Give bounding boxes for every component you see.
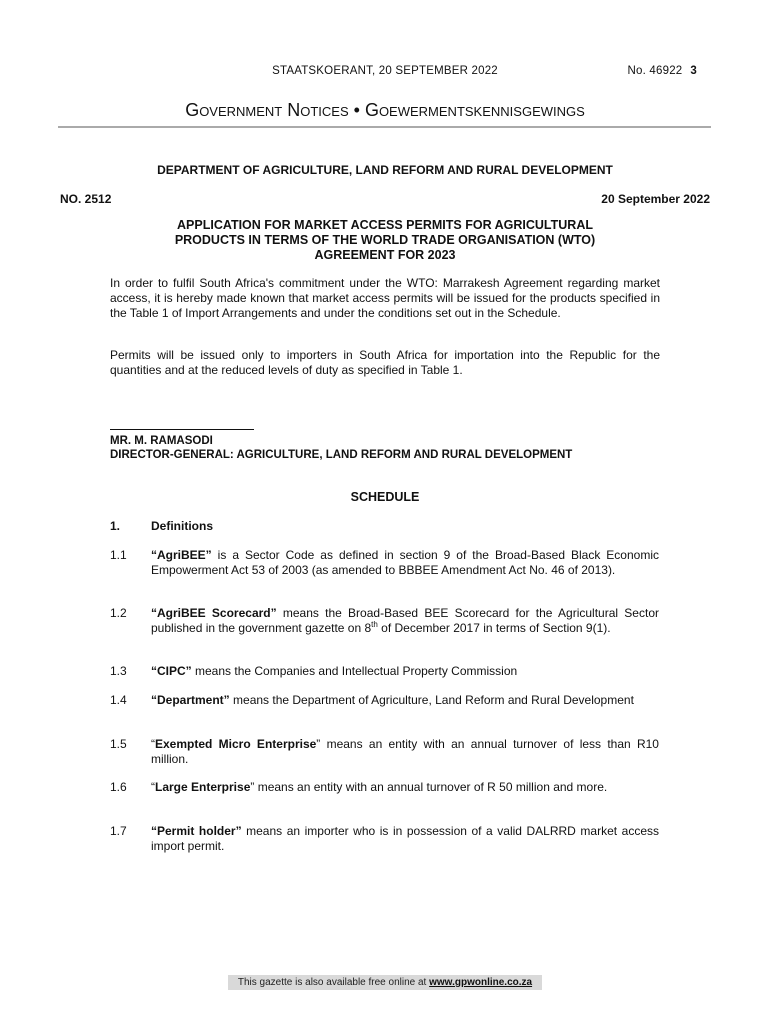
definition-text: means the Department of Agriculture, Land Reform and Rural Development xyxy=(229,693,634,707)
issue-label: No. 46922 xyxy=(627,65,683,77)
section-title-definitions: Definitions xyxy=(151,519,213,533)
definition-text: ” means an entity with an annual turnover of R 50 million and more. xyxy=(250,780,608,794)
definition-term: “AgriBEE” xyxy=(151,548,212,562)
footer-text: This gazette is also available free online at xyxy=(237,977,430,988)
definition-number: 1.3 xyxy=(110,664,127,678)
permits-paragraph: Permits will be issued only to importers in South Africa for importation into the Republic for the quantities and at the reduced levels of duty as specified in Table 1. xyxy=(110,348,660,377)
schedule-heading: SCHEDULE xyxy=(350,490,420,504)
definition-term: Exempted Micro Enterprise xyxy=(155,737,317,751)
definition-exempted-micro-enterprise xyxy=(151,737,659,767)
signatory-name: MR. M. RAMASODI xyxy=(110,435,213,447)
notice-number: NO. 2512 xyxy=(60,192,112,206)
definition-agribee xyxy=(151,548,659,578)
definition-text: means an importer who is in possession of a valid DALRRD market access import permit. xyxy=(151,824,659,853)
definition-text: means the Companies and Intellectual Property Commission xyxy=(191,664,518,678)
definition-term: “CIPC” xyxy=(151,664,192,678)
footer-website-link[interactable]: www.gpwonline.co.za xyxy=(429,977,533,988)
definition-department xyxy=(151,693,659,708)
definition-number: 1.5 xyxy=(110,737,127,751)
definition-text: means the Broad-Based BEE Scorecard for the Agricultural Sector published in the government gazette on 8 xyxy=(151,606,659,635)
application-title-line3: AGREEMENT FOR 2023 xyxy=(314,248,456,262)
definition-cipc xyxy=(151,664,659,679)
application-title-line1: APPLICATION FOR MARKET ACCESS PERMITS FOR AGRICULTURAL xyxy=(177,218,593,232)
department-heading: DEPARTMENT OF AGRICULTURE, LAND REFORM AND RURAL DEVELOPMENT xyxy=(157,163,613,177)
definition-number: 1.7 xyxy=(110,824,127,838)
application-title xyxy=(110,218,660,263)
definition-number: 1.6 xyxy=(110,780,127,794)
definition-text: is a Sector Code as defined in section 9 of the Broad-Based Black Economic Empowerment Act 53 of 2003 (as amended to BBBEE Amendment Act No. 46 of 2013). xyxy=(151,548,659,577)
definition-permit-holder xyxy=(151,824,659,854)
notice-date: 20 September 2022 xyxy=(601,192,710,206)
intro-paragraph: In order to fulfil South Africa's commitment under the WTO: Marrakesh Agreement regarding market access, it is hereby made known that market access permits will be issued for the products specified in the Table 1 of Import Arrangements and under the conditions set out in the Schedule. xyxy=(110,276,660,320)
definition-agribee-scorecard xyxy=(151,606,659,636)
ordinal-suffix: th xyxy=(371,620,378,629)
page-number: 3 xyxy=(690,65,697,77)
open-quote: “ xyxy=(151,737,155,751)
definition-term: “AgriBEE Scorecard” xyxy=(151,606,277,620)
signature-line xyxy=(110,429,254,430)
definition-number: 1.4 xyxy=(110,693,127,707)
title-divider xyxy=(58,126,711,128)
signatory-title: DIRECTOR-GENERAL: AGRICULTURE, LAND REFORM AND RURAL DEVELOPMENT xyxy=(110,449,573,461)
definition-text-continued: of December 2017 in terms of Section 9(1). xyxy=(377,621,611,635)
footer-banner xyxy=(228,975,542,990)
signatory-block xyxy=(110,434,572,462)
application-title-line2: PRODUCTS IN TERMS OF THE WORLD TRADE ORGANISATION (WTO) xyxy=(174,233,596,247)
definition-number: 1.2 xyxy=(110,606,127,620)
definition-large-enterprise xyxy=(151,780,659,795)
open-quote: “ xyxy=(151,780,155,794)
issue-number xyxy=(628,65,697,77)
section-title-text: Government Notices • Goewermentskennisgewings xyxy=(185,100,585,120)
gazette-header: STAATSKOERANT, 20 SEPTEMBER 2022 xyxy=(272,65,498,77)
definition-text: ” means an entity with an annual turnover of less than R10 million. xyxy=(151,737,659,766)
definition-term: Large Enterprise xyxy=(155,780,251,794)
definition-term: “Permit holder” xyxy=(151,824,242,838)
section-title xyxy=(0,100,770,121)
definition-term: “Department” xyxy=(151,693,230,707)
definition-number: 1.1 xyxy=(110,548,127,562)
section-number: 1. xyxy=(110,519,121,533)
